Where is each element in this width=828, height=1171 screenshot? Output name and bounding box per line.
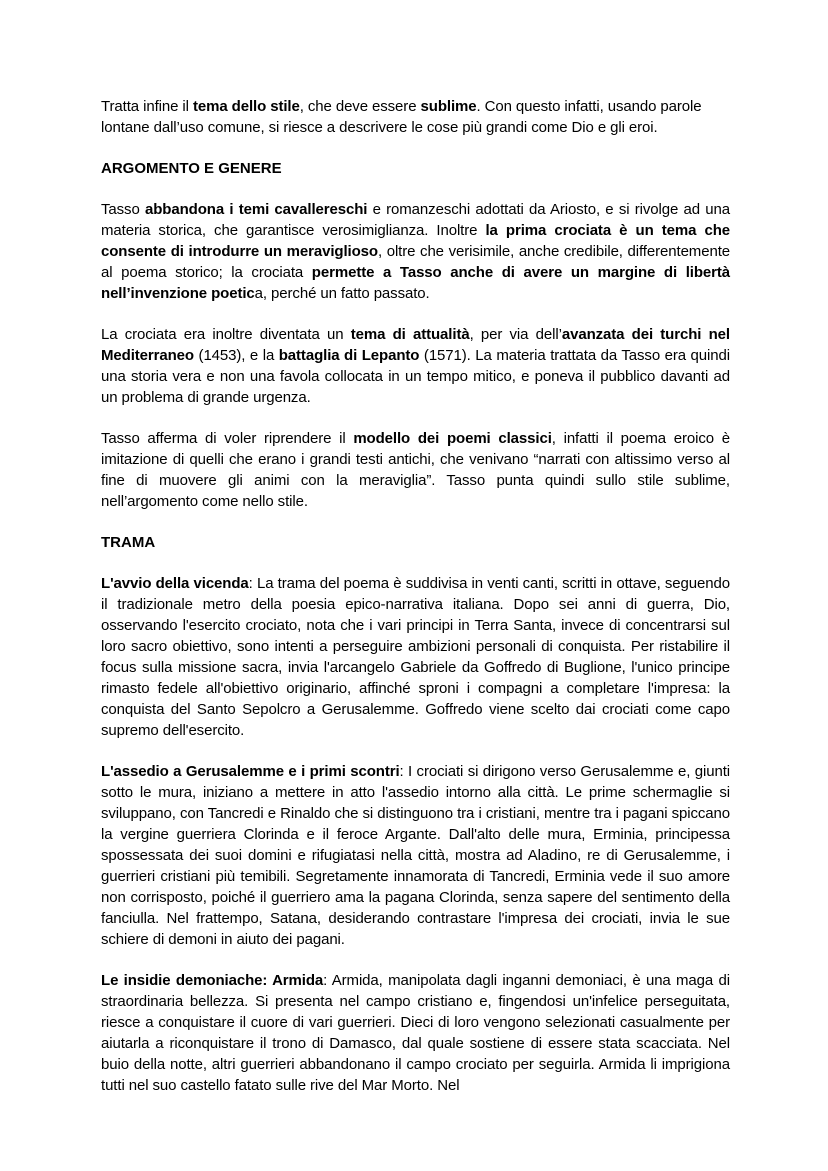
text: (1571). La materia trattata da Tasso era quindi una storia vera e non una favola collocata in un tempo mitico, e poneva il pubblico davanti ad un problema di grande urgenza. <box>101 347 730 406</box>
text: Tratta infine il <box>101 98 193 115</box>
paragraph-argomento-1 <box>101 199 730 304</box>
paragraph-argomento-3 <box>101 428 730 512</box>
bold-text: L'avvio della vicenda <box>101 575 249 592</box>
text: , che deve essere <box>299 98 421 115</box>
text: : La trama del poema è suddivisa in venti canti, scritti in ottave, seguendo il tradizionale metro della poesia epico-narrativa italiana. Dopo sei anni di guerra, Dio, osservando l'esercito crociato, nota che i vari principi in Terra Santa, invece di concentrarsi sul loro sacro obiettivo, sono intenti a perseguire ambizioni personali di conquista. Per ristabilire il focus sulla missione sacra, invia l'arcangelo Gabriele da Goffredo di Buglione, l'unico principe rimasto fedele all'obiettivo originario, affinché sproni i compagni a completare l'impresa: la conquista del Santo Sepolcro a Gerusalemme. Goffredo viene scelto dai crociati come capo supremo dell'esercito. <box>101 575 730 739</box>
text: . Con questo infatti, usando parole lontane dall’uso comune, si riesce a descrivere le cose più grandi come Dio e gli eroi. <box>101 98 702 136</box>
paragraph-trama-3 <box>101 970 730 1096</box>
bold-text: tema dello stile <box>192 98 300 115</box>
text: , oltre che verisimile, anche credibile, differentemente al poema storico; la crociata <box>101 243 730 281</box>
bold-text: modello dei poemi classici <box>353 430 552 447</box>
text: Tasso afferma di voler riprendere il <box>101 430 354 447</box>
bold-text: permette a Tasso anche di avere un margine di libertà nell’invenzione poetic <box>101 264 731 302</box>
paragraph-stile <box>101 96 730 138</box>
text: La crociata era inoltre diventata un <box>101 326 351 343</box>
bold-text: la prima crociata è un tema che consente di introdurre un meraviglioso <box>101 222 730 260</box>
text: e romanzeschi adottati da Ariosto, e si rivolge ad una materia storica, che garantisce verosimiglianza. Inoltre <box>101 201 730 239</box>
bold-text: abbandona i temi cavallereschi <box>144 201 368 218</box>
heading-argomento: ARGOMENTO E GENERE <box>101 160 282 177</box>
bold-text: sublime <box>420 98 477 115</box>
bold-text: avanzata dei turchi nel Mediterraneo <box>101 326 730 364</box>
paragraph-trama-1 <box>101 573 730 741</box>
bold-text: battaglia di Lepanto <box>278 347 420 364</box>
text: , infatti il poema eroico è imitazione di quelli che erano i grandi testi antichi, che venivano “narrati con altissimo verso al fine di muovere gli animi con la meraviglia”. Tasso punta quindi sullo stile sublime, nell’argomento come nello stile. <box>101 430 731 510</box>
text: (1453), e la <box>194 347 279 364</box>
bold-text: Le insidie demoniache: Armida <box>101 972 324 989</box>
text: : Armida, manipolata dagli inganni demoniaci, è una maga di straordinaria bellezza. Si presenta nel campo cristiano e, fingendosi un'infelice perseguitata, riesce a conquistare il cuore di vari guerrieri. Dieci di loro vengono selezionati casualmente per aiutarla a riconquistare il trono di Damasco, dal quale sostiene di essere stata scacciata. Nel buio della notte, altri guerrieri abbandonano il campo crociato per seguirla. Armida li imprigiona tutti nel suo castello fatato sulle rive del Mar Morto. Nel <box>101 972 730 1094</box>
bold-text: L'assedio a Gerusalemme e i primi scontri <box>101 763 400 780</box>
heading-trama: TRAMA <box>101 534 156 551</box>
text: Tasso <box>101 201 145 218</box>
text: , per via dell’ <box>469 326 562 343</box>
text: a, perché un fatto passato. <box>254 285 430 302</box>
bold-text: tema di attualità <box>350 326 470 343</box>
text: : I crociati si dirigono verso Gerusalemme e, giunti sotto le mura, iniziano a mettere in atto l'assedio intorno alla città. Le prime schermaglie si sviluppano, con Tancredi e Rinaldo che si distinguono tra i cristiani, mentre tra i pagani spiccano la vergine guerriera Clorinda e il feroce Argante. Dall'alto delle mura, Erminia, principessa spossessata dei suoi domini e rifugiatasi nella città, mostra ad Aladino, re di Gerusalemme, i guerrieri cristiani più temibili. Segretamente innamorata di Tancredi, Erminia vede il suo amore non corrisposto, poiché il guerriero ama la pagana Clorinda, senza sapere del sentimento della fanciulla. Nel frattempo, Satana, desiderando contrastare l'impresa dei crociati, invia le sue schiere di demoni in aiuto dei pagani. <box>101 763 730 948</box>
paragraph-argomento-2 <box>101 324 730 408</box>
paragraph-trama-2 <box>101 761 730 950</box>
